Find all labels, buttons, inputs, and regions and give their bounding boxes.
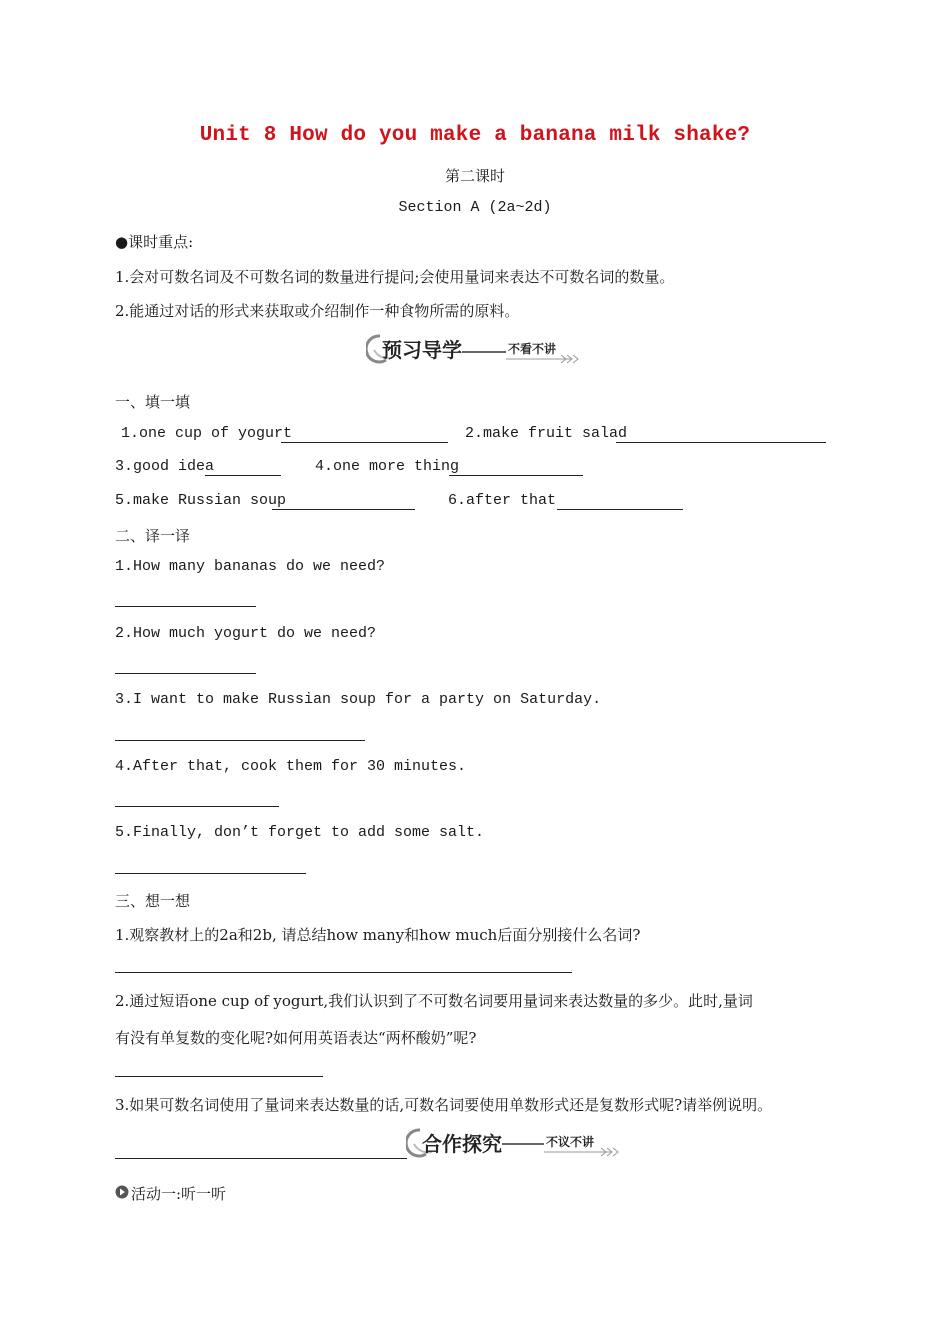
translate-answer-line-3[interactable] [115,740,365,741]
banner-main-text: 合作探究 [422,1132,502,1156]
fill-blank-2[interactable] [616,442,826,443]
fill-item-1: 1.one cup of yogurt [121,425,293,442]
translate-item-5: 5.Finally, don’t forget to add some salt. [115,824,485,841]
fill-blank-5[interactable] [272,509,415,510]
translate-answer-line-4[interactable] [115,806,279,807]
fill-blank-1[interactable] [281,442,448,443]
think-answer-line-1[interactable] [115,972,572,973]
part1-heading: 一、填一填 [115,393,191,411]
banner-sub-text: 不看不讲 [508,342,557,356]
banner-sub-text: 不议不讲 [546,1135,595,1149]
fill-blank-3[interactable] [205,475,281,476]
page-title: Unit 8 How do you make a banana milk shake? [199,124,751,147]
translate-item-2: 2.How much yogurt do we need? [115,625,377,642]
activity-1-label: 活动一:听一听 [131,1185,227,1203]
fill-blank-4[interactable] [449,475,583,476]
translate-answer-line-1[interactable] [115,606,256,607]
fill-item-4: 4.one more thing [315,458,460,475]
fill-item-6: 6.after that [448,492,557,509]
think-answer-line-2[interactable] [115,1076,323,1077]
think-question-2-line-1: 2.通过短语one cup of yogurt,我们认识到了不可数名词要用量词来表达数量的多少。此时,量词 [115,992,753,1010]
translate-item-3: 3.I want to make Russian soup for a party on Saturday. [115,691,602,708]
part2-heading: 二、译一译 [115,527,191,545]
fill-item-5: 5.make Russian soup [115,492,287,509]
fill-item-3: 3.good idea [115,458,215,475]
think-answer-line-3[interactable] [115,1158,407,1159]
lesson-label: 第二课时 [444,167,505,185]
translate-answer-line-2[interactable] [115,673,256,674]
think-question-3: 3.如果可数名词使用了量词来表达数量的话,可数名词要使用单数形式还是复数形式呢?请举例说明。 [115,1096,773,1114]
section-label: Section A (2a~2d) [398,199,552,216]
think-question-2-line-2: 有没有单复数的变化呢?如何用英语表达“两杯酸奶”呢? [115,1029,477,1047]
fill-blank-6[interactable] [557,509,683,510]
think-question-1: 1.观察教材上的2a和2b, 请总结how many和how much后面分别接什么名词? [115,926,641,944]
fill-item-2: 2.make fruit salad [465,425,628,442]
banner-main-text: 预习导学 [382,338,462,362]
translate-answer-line-5[interactable] [115,873,306,874]
part3-heading: 三、想一想 [115,892,191,910]
key-point-1: 1.会对可数名词及不可数名词的数量进行提问;会使用量词来表达不可数名词的数量。 [115,268,675,286]
preview-study-banner [366,330,586,366]
key-points-heading: ●课时重点: [115,233,194,251]
translate-item-1: 1.How many bananas do we need? [115,558,386,575]
cooperative-exploration-banner [406,1124,626,1160]
translate-item-4: 4.After that, cook them for 30 minutes. [115,758,467,775]
key-point-2: 2.能通过对话的形式来获取或介绍制作一种食物所需的原料。 [115,302,520,320]
play-arrow-icon [115,1184,129,1198]
